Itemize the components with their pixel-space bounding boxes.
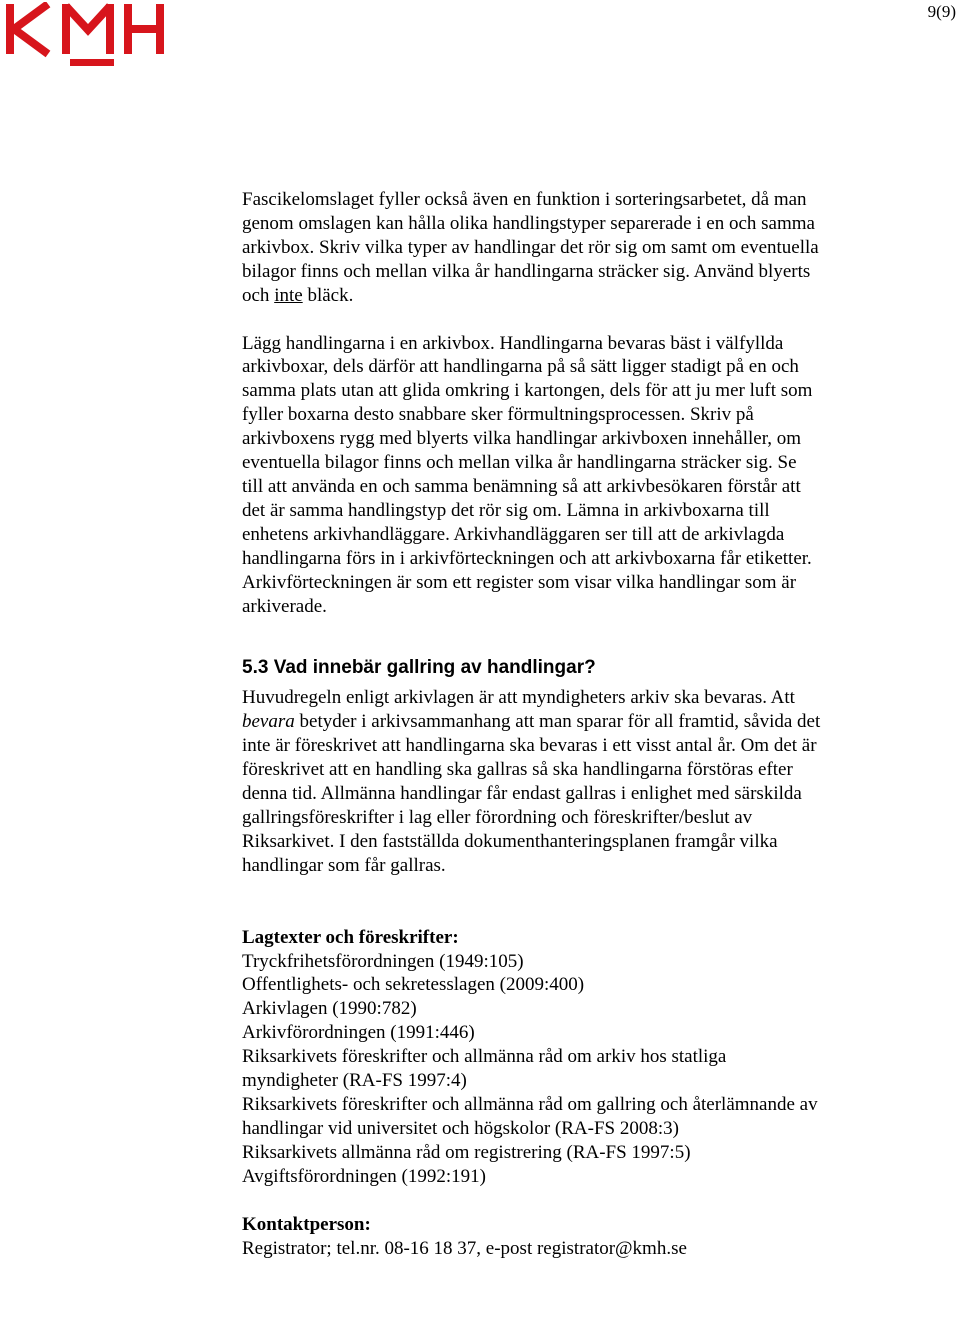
laws-heading: Lagtexter och föreskrifter: — [242, 926, 459, 948]
kmh-logo — [4, 2, 166, 66]
law-item: Riksarkivets föreskrifter och allmänna råd om arkiv hos statliga myndigheter (RA-FS 1997:4) — [242, 1046, 727, 1092]
contact-heading: Kontaktperson: — [242, 1213, 371, 1235]
contact-details: Registrator; tel.nr. 08-16 18 37, e-post registrator@kmh.se — [242, 1237, 687, 1259]
paragraph-gallring: Huvudregeln enligt arkivlagen är att myndigheters arkiv ska bevaras. Att bevara betyder i arkivsammanhang att man sparar för all framtid, såvida det inte är föreskrivet att handlingarna ska bevaras i ett visst antal år. Om det är föreskrivet att en handling ska gallras så ska handlingarna förstöras efter denna tid. Allmänna handlingar får endast gallras i enlighet med särskilda gallringsföreskrifter i lag eller förordning och föreskrifter/beslut av Riksarkivet. I den fastställda dokumenthanteringsplanen framgår vilka handlingar som får gallras. — [242, 687, 821, 876]
law-item: Offentlighets- och sekretesslagen (2009:400) — [242, 974, 585, 996]
law-item: Avgiftsförordningen (1992:191) — [242, 1165, 486, 1187]
section-heading: 5.3 Vad innebär gallring av handlingar? — [242, 657, 596, 679]
law-item: Riksarkivets allmänna råd om registrering (RA-FS 1997:5) — [242, 1141, 691, 1163]
italic-word: bevara — [242, 711, 295, 733]
law-item: Tryckfrihetsförordningen (1949:105) — [242, 950, 524, 972]
page-number: 9(9) — [927, 2, 956, 21]
paragraph-archive-box: Lägg handlingarna i en arkivbox. Handlingarna bevaras bäst i välfyllda arkivboxar, dels därför att handlingarna på så sätt ligger stadigt på en och samma plats utan att glida omkring i kartongen, dels för att ju mer luft som fyller boxarna desto snabbare sker förmultningsprocessen. Skriv på arkivboxens rygg med blyerts vilka handlingar arkivboxen innehåller, om eventuella bilagor finns och mellan vilka år handlingarna sträcker sig. Se till att använda en och samma benämning så att arkivbesökaren förstår att det är samma handlingstyp det rör sig om. Lämna in arkivboxarna till enhetens arkivhandläggare. Arkivhandläggaren ser till att de arkivlagda handlingarna förs in i arkivförteckningen och att arkivboxarna får etiketter. Arkivförteckningen är som ett register som visar vilka handlingar som är arkiverade. — [242, 332, 813, 617]
laws-list — [242, 950, 822, 1189]
document-body — [242, 188, 822, 1260]
law-item: Arkivlagen (1990:782) — [242, 998, 417, 1020]
law-item: Arkivförordningen (1991:446) — [242, 1022, 475, 1044]
paragraph-folder-cover: Fascikelomslaget fyller också även en funktion i sorteringsarbetet, då man genom omslagen kan hålla olika handlingstyper separerade i en och samma arkivbox. Skriv vilka typer av handlingar det rör sig om samt om eventuella bilagor finns och mellan vilka år handlingarna sträcker sig. Använd blyerts och inte bläck. — [242, 189, 819, 306]
underlined-word: inte — [274, 284, 303, 306]
law-item: Riksarkivets föreskrifter och allmänna råd om gallring och återlämnande av handlingar vid universitet och högskolor (RA-FS 2008:3) — [242, 1094, 818, 1139]
